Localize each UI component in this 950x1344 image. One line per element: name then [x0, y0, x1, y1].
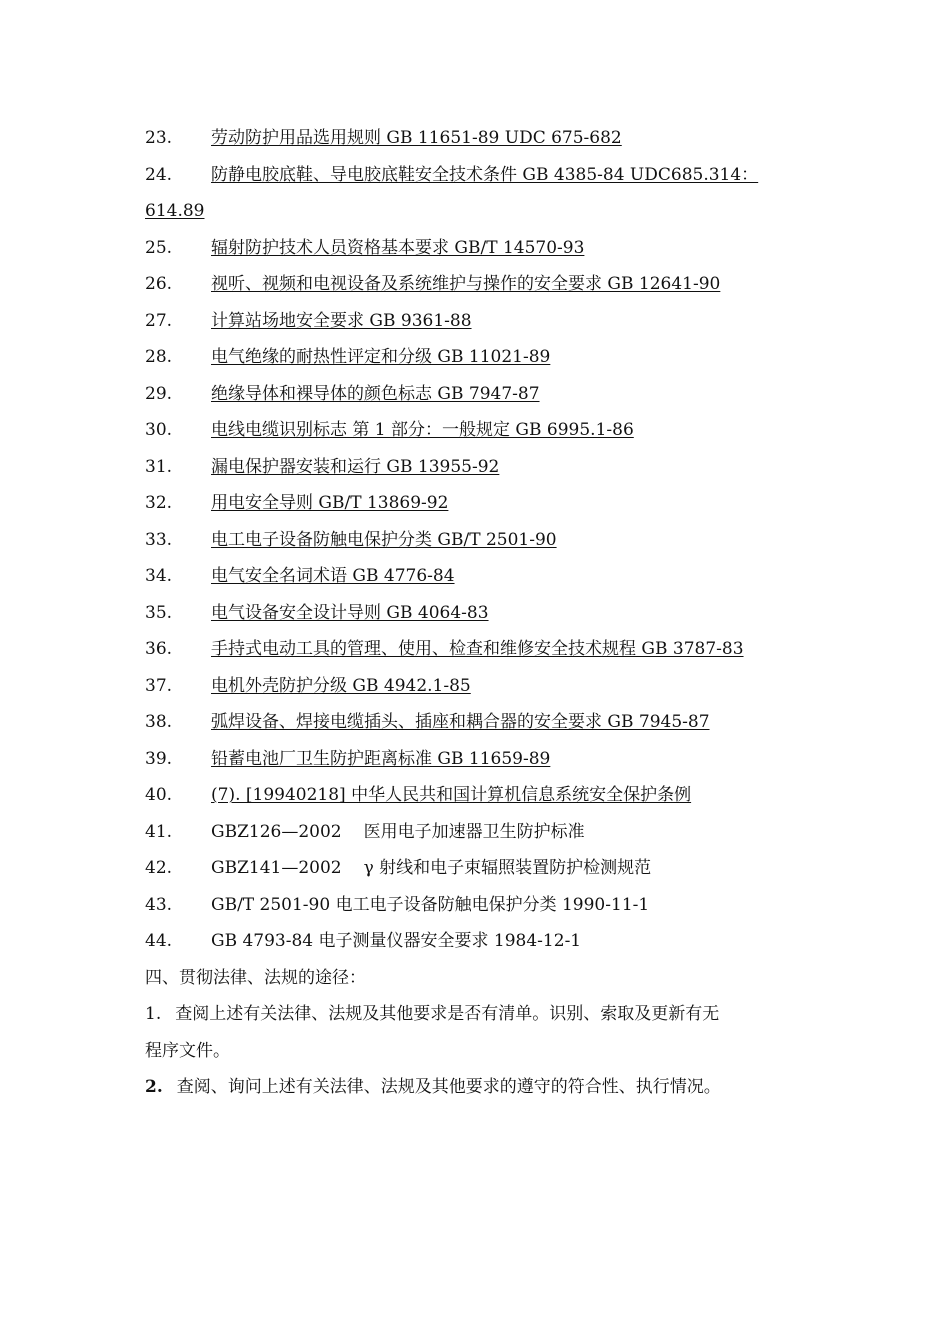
list-item — [145, 668, 810, 705]
item-number: 32. — [145, 493, 173, 513]
list-item — [145, 704, 810, 741]
list-item — [145, 741, 810, 778]
list-item — [145, 412, 810, 449]
item-link[interactable]: 漏电保护器安装和运行 GB 13955-92 — [211, 456, 500, 477]
list-item — [145, 485, 810, 522]
step-continuation: 程序文件。 — [145, 1040, 230, 1061]
item-link[interactable]: 劳动防护用品选用规则 GB 11651-89 UDC 675-682 — [211, 128, 622, 148]
item-link[interactable]: 防静电胶底鞋、导电胶底鞋安全技术条件 GB 4385-84 UDC685.314： — [211, 164, 759, 185]
list-item — [145, 120, 810, 157]
plain-standards-list — [145, 814, 810, 960]
section-heading: 四、贯彻法律、法规的途径： — [145, 967, 366, 988]
item-link[interactable]: 电线电缆识别标志 第 1 部分：一般规定 GB 6995.1-86 — [211, 420, 634, 440]
item-number: 29. — [145, 383, 173, 404]
item-number: 38. — [145, 712, 173, 732]
item-link[interactable]: 用电安全导则 GB/T 13869-92 — [211, 493, 449, 513]
item-link[interactable]: 电工电子设备防触电保护分类 GB/T 2501-90 — [211, 529, 557, 550]
list-item — [145, 266, 810, 303]
item-link[interactable]: 计算站场地安全要求 GB 9361-88 — [211, 310, 472, 331]
standard-code: GBZ141—2002 — [211, 858, 342, 878]
item-link[interactable]: 辐射防护技术人员资格基本要求 GB/T 14570-93 — [211, 237, 585, 258]
list-item — [145, 303, 810, 340]
step-item — [145, 1069, 810, 1106]
item-link[interactable]: 电气绝缘的耐热性评定和分级 GB 11021-89 — [211, 347, 551, 367]
list-item — [145, 376, 810, 413]
item-number: 44. — [145, 931, 173, 951]
item-link[interactable]: 电气安全名词术语 GB 4776-84 — [211, 566, 455, 586]
item-link[interactable]: 电气设备安全设计导则 GB 4064-83 — [211, 602, 489, 623]
list-item — [145, 339, 810, 376]
item-number: 39. — [145, 748, 173, 769]
item-number: 23. — [145, 128, 173, 148]
item-link[interactable]: (7). [19940218] 中华人民共和国计算机信息系统安全保护条例 — [211, 785, 692, 805]
list-item — [145, 230, 810, 267]
item-number: 34. — [145, 566, 173, 586]
standard-code: GBZ126—2002 — [211, 821, 342, 842]
standard-title: γ 射线和电子束辐照装置防护检测规范 — [363, 858, 652, 878]
item-link-continuation[interactable]: 614.89 — [145, 201, 205, 221]
item-number: 26. — [145, 274, 173, 294]
item-link[interactable]: 电机外壳防护分级 GB 4942.1-85 — [211, 675, 471, 696]
item-number: 25. — [145, 237, 173, 258]
standard-title: 医用电子加速器卫生防护标准 — [363, 821, 585, 842]
list-item — [145, 850, 810, 887]
item-number: 41. — [145, 821, 173, 842]
item-link[interactable]: 绝缘导体和裸导体的颜色标志 GB 7947-87 — [211, 383, 540, 404]
list-item — [145, 814, 810, 851]
item-link[interactable]: 弧焊设备、焊接电缆插头、插座和耦合器的安全要求 GB 7945-87 — [211, 712, 710, 732]
step-text: 查阅上述有关法律、法规及其他要求是否有清单。识别、索取及更新有无 — [175, 1004, 720, 1024]
item-number: 30. — [145, 420, 173, 440]
standard-text: GB/T 2501-90 电工电子设备防触电保护分类 1990-11-1 — [211, 894, 650, 915]
list-item — [145, 923, 810, 960]
list-item — [145, 595, 810, 632]
item-number: 40. — [145, 785, 173, 805]
list-item — [145, 449, 810, 486]
item-number: 33. — [145, 529, 173, 550]
document-body — [145, 120, 810, 1106]
item-number: 24. — [145, 164, 173, 185]
standards-list — [145, 120, 810, 814]
list-item-continuation — [145, 193, 810, 230]
item-number: 28. — [145, 347, 173, 367]
item-number: 42. — [145, 858, 173, 878]
item-number: 31. — [145, 456, 173, 477]
item-number: 27. — [145, 310, 173, 331]
list-item — [145, 887, 810, 924]
item-number: 35. — [145, 602, 173, 623]
step-number: 1. — [145, 1004, 162, 1024]
item-link[interactable]: 手持式电动工具的管理、使用、检查和维修安全技术规程 GB 3787-83 — [211, 639, 744, 659]
list-item — [145, 631, 810, 668]
item-link[interactable]: 视听、视频和电视设备及系统维护与操作的安全要求 GB 12641-90 — [211, 274, 721, 294]
item-number: 43. — [145, 894, 173, 915]
item-link[interactable]: 铅蓄电池厂卫生防护距离标准 GB 11659-89 — [211, 748, 551, 769]
step-text: 查阅、询问上述有关法律、法规及其他要求的遵守的符合性、执行情况。 — [176, 1077, 721, 1097]
list-item — [145, 558, 810, 595]
item-number: 37. — [145, 675, 173, 696]
steps-list — [145, 996, 810, 1106]
list-item — [145, 522, 810, 559]
item-number: 36. — [145, 639, 173, 659]
step-item — [145, 996, 810, 1033]
list-item — [145, 777, 810, 814]
list-item — [145, 157, 810, 194]
step-number: 2. — [145, 1077, 163, 1097]
standard-text: GB 4793-84 电子测量仪器安全要求 1984-12-1 — [211, 931, 582, 951]
